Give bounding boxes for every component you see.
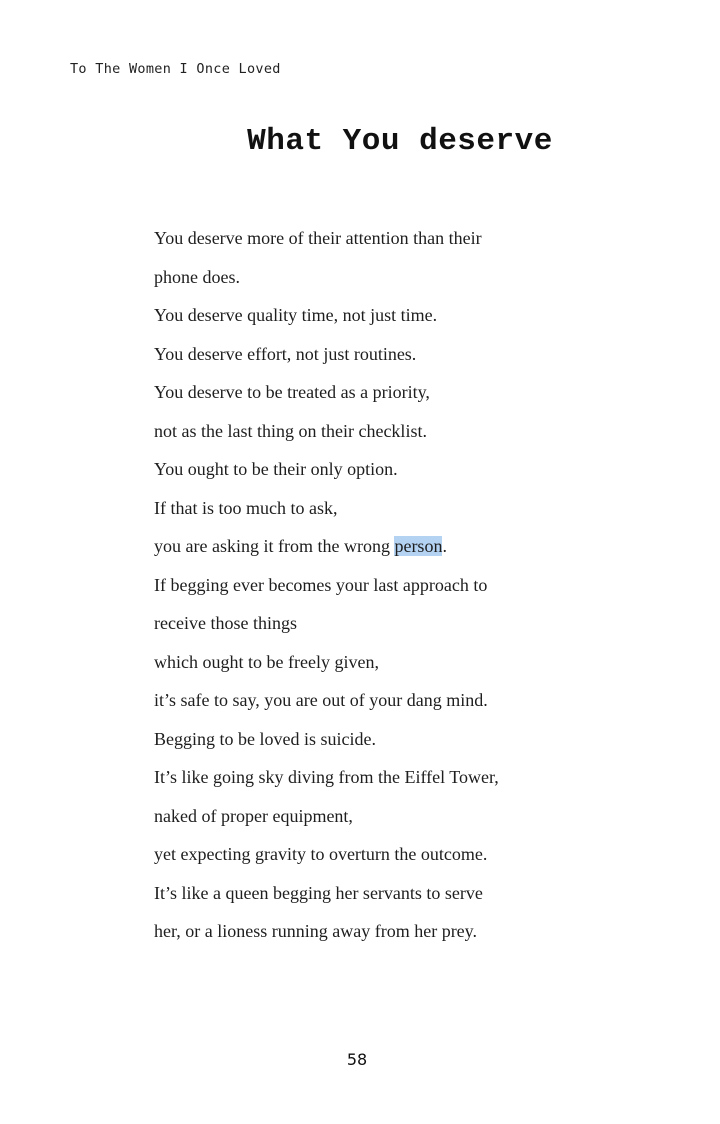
page-number: 58 [346, 1050, 368, 1069]
poem-line[interactable]: yet expecting gravity to overturn the outcome. [154, 844, 488, 864]
poem-line[interactable]: which ought to be freely given, [154, 651, 379, 672]
line-text-after[interactable]: . [442, 536, 447, 556]
poem-line[interactable]: phone does. [154, 266, 240, 287]
poem-line[interactable]: You deserve quality time, not just time. [154, 305, 438, 325]
poem-line[interactable]: Begging to be loved is suicide. [154, 728, 376, 749]
poem-line[interactable]: receive those things [154, 613, 297, 633]
poem-line[interactable]: You deserve effort, not just routines. [154, 343, 417, 364]
poem-line[interactable]: It’s like a queen begging her servants to serve [154, 882, 483, 903]
poem-line[interactable]: If that is too much to ask, [154, 497, 338, 518]
poem-line[interactable]: If begging ever becomes your last approach to [154, 574, 488, 595]
poem-line[interactable]: not as the last thing on their checklist. [154, 420, 427, 441]
running-header: To The Women I Once Loved [70, 61, 281, 77]
line-text-before[interactable]: you are asking it from the wrong [154, 536, 395, 556]
poem-line[interactable]: her, or a lioness running away from her prey. [154, 921, 478, 941]
page-title: What You deserve [247, 124, 553, 159]
poem-line[interactable]: You deserve more of their attention than their [154, 228, 482, 248]
poem-line-with-selection[interactable] [154, 527, 674, 566]
poem-line[interactable]: it’s safe to say, you are out of your dang mind. [154, 690, 488, 710]
poem-line[interactable]: You deserve to be treated as a priority, [154, 382, 430, 402]
poem-line[interactable]: You ought to be their only option. [154, 459, 398, 479]
poem-line[interactable]: naked of proper equipment, [154, 805, 353, 826]
poem-body [154, 219, 674, 951]
selected-word[interactable]: person [394, 536, 443, 556]
poem-line[interactable]: It’s like going sky diving from the Eiffel Tower, [154, 767, 499, 787]
